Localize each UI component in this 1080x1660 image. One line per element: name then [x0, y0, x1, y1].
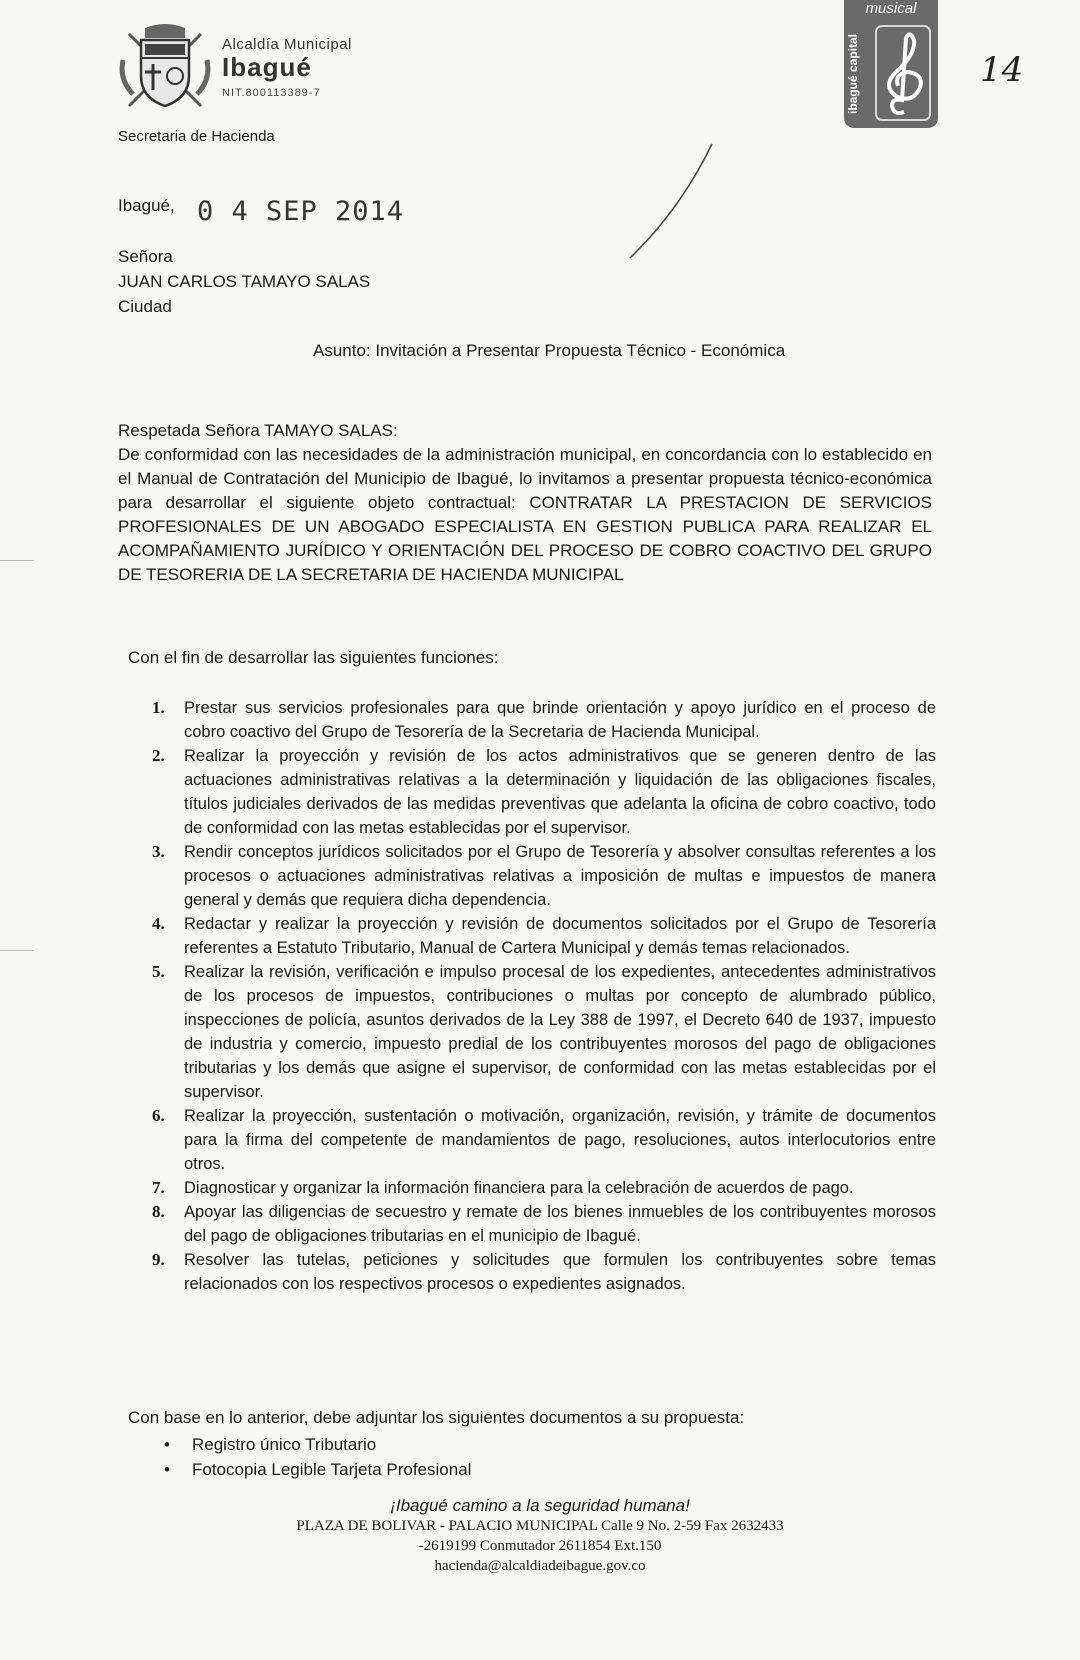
item-number: 3.: [152, 842, 165, 861]
item-text: Apoyar las diligencias de secuestro y remate de los bienes inmuebles de los contribuyentes morosos del pago de obligaciones tributarias en el municipio de Ibagué.: [184, 1203, 936, 1245]
item-text: Realizar la proyección y revisión de los actos administrativos que se generen dentro de las actuaciones administrativas relativas a la determinación y liquidación de las obligaciones fiscales, títulos judiciales derivados de las medidas preventivas que adelanta la oficina de cobro coactivo, todo de conformidad con las metas establecidas por el supervisor.: [184, 747, 936, 837]
nit-number: NIT.800113389-7: [222, 87, 321, 99]
list-item: • Fotocopia Legible Tarjeta Profesional: [158, 1457, 471, 1482]
item-number: 1.: [152, 698, 165, 717]
list-item: [148, 912, 936, 960]
footer-motto: ¡Ibagué camino a la seguridad humana!: [390, 1496, 690, 1515]
page-number-handwritten: 14: [980, 50, 1024, 90]
department-name: Secretaria de Hacienda: [118, 128, 275, 145]
badge-top-text: musical: [865, 0, 917, 17]
punch-hole-mark: [0, 950, 34, 991]
list-item: [148, 1200, 936, 1248]
letter-city: Ibagué,: [118, 196, 175, 215]
footer-email: hacienda@alcaldiadeibague.gov.co: [434, 1558, 646, 1574]
office-name: Alcaldía Municipal: [222, 36, 352, 53]
recipient-name: JUAN CARLOS TAMAYO SALAS: [118, 272, 371, 291]
treble-clef-icon: [874, 24, 932, 122]
item-text: Rendir conceptos jurídicos solicitados por el Grupo de Tesorería y absolver consultas referentes a los procesos o actuaciones administrativas relativas a imposición de multas e impuestos de manera general y demás que requiera dicha dependencia.: [184, 843, 936, 909]
badge-side-text: ibagué capital: [846, 33, 860, 115]
city-logo-text: Ibagué: [222, 52, 312, 82]
item-text: Realizar la revisión, verificación e impulso procesal de los expedientes, antecedentes administrativos de los procesos de impuestos, contribuciones o multas por concepto de alumbrado público, inspecciones de policía, asuntos derivados de la Ley 388 de 1997, el Decreto 640 de 1937, impuesto de industria y comercio, impuesto predial de los contribuyentes morosos del pago de obligaciones tributarias y los demás que asigne el supervisor, de conformidad con las metas establecidas por el supervisor.: [184, 963, 936, 1101]
list-item: [148, 840, 936, 912]
item-number: 8.: [152, 1202, 165, 1221]
list-item: [148, 744, 936, 840]
item-number: 2.: [152, 746, 165, 765]
list-item: [148, 1176, 936, 1200]
list-item: • Registro único Tributario: [158, 1432, 471, 1457]
item-number: 6.: [152, 1106, 165, 1125]
date-stamp: 0 4 SEP 2014: [197, 196, 405, 227]
footer-phones: -2619199 Conmutador 2611854 Ext.150: [418, 1538, 662, 1554]
item-text: Resolver las tutelas, peticiones y solicitudes que formulen los contribuyentes sobre temas relacionados con los respectivos procesos o expedientes asignados.: [184, 1251, 936, 1293]
functions-intro: Con el fin de desarrollar las siguientes funciones:: [128, 648, 499, 667]
recipient-title: Señora: [118, 247, 173, 266]
item-text: Prestar sus servicios profesionales para que brinde orientación y apoyo jurídico en el proceso de cobro coactivo del Grupo de Tesorería de la Secretaria de Hacienda Municipal.: [184, 699, 936, 741]
item-number: 7.: [152, 1178, 165, 1197]
body-paragraph: De conformidad con las necesidades de la administración municipal, en concordancia con lo establecido en el Manual de Contratación del Municipio de Ibagué, lo invitamos a presentar propuesta técnico-económica para desarrollar el siguiente objeto contractual: CONTRATAR LA PRESTACION DE SERVICIOS PROFESIONALES DE UN ABOGADO ESPECIALISTA EN GESTION PUBLICA PARA REALIZAR EL ACOMPAÑAMIENTO JURÍDICO Y ORIENTACIÓN DEL PROCESO DE COBRO COACTIVO DEL GRUPO DE TESORERIA DE LA SECRETARIA DE HACIENDA MUNICIPAL: [118, 445, 932, 584]
subject-line: Asunto: Invitación a Presentar Propuesta Técnico - Económica: [313, 341, 786, 360]
list-item: [148, 960, 936, 1104]
recipient-block: [118, 244, 370, 319]
functions-list: [148, 696, 936, 1296]
salutation: Respetada Señora TAMAYO SALAS:: [118, 421, 398, 440]
item-text: Redactar y realizar la proyección y revisión de documentos solicitados por el Grupo de Tesorería referentes a Estatuto Tributario, Manual de Cartera Municipal y demás temas relacionados.: [184, 915, 936, 957]
pen-stroke-mark: [600, 140, 720, 260]
item-text: Realizar la proyección, sustentación o motivación, organización, revisión, y trámite de documentos para la firma del competente de mandamientos de pago, resoluciones, autos interlocutorios entre otros.: [184, 1107, 936, 1173]
item-number: 4.: [152, 914, 165, 933]
coat-of-arms-icon: [115, 20, 215, 115]
list-item: [148, 696, 936, 744]
recipient-city: Ciudad: [118, 297, 172, 316]
item-number: 5.: [152, 962, 165, 981]
punch-hole-mark: [0, 560, 34, 601]
list-item: [148, 1104, 936, 1176]
musical-badge: [844, 0, 938, 128]
required-documents-list: [158, 1432, 471, 1482]
item-text: Diagnosticar y organizar la información financiera para la celebración de acuerdos de pago.: [184, 1179, 854, 1197]
item-number: 9.: [152, 1250, 165, 1269]
closing-paragraph: Con base en lo anterior, debe adjuntar los siguientes documentos a su propuesta:: [128, 1408, 745, 1427]
list-item: [148, 1248, 936, 1296]
letter-footer: [200, 1496, 880, 1576]
footer-address: PLAZA DE BOLIVAR - PALACIO MUNICIPAL Calle 9 No. 2-59 Fax 2632433: [296, 1518, 784, 1534]
